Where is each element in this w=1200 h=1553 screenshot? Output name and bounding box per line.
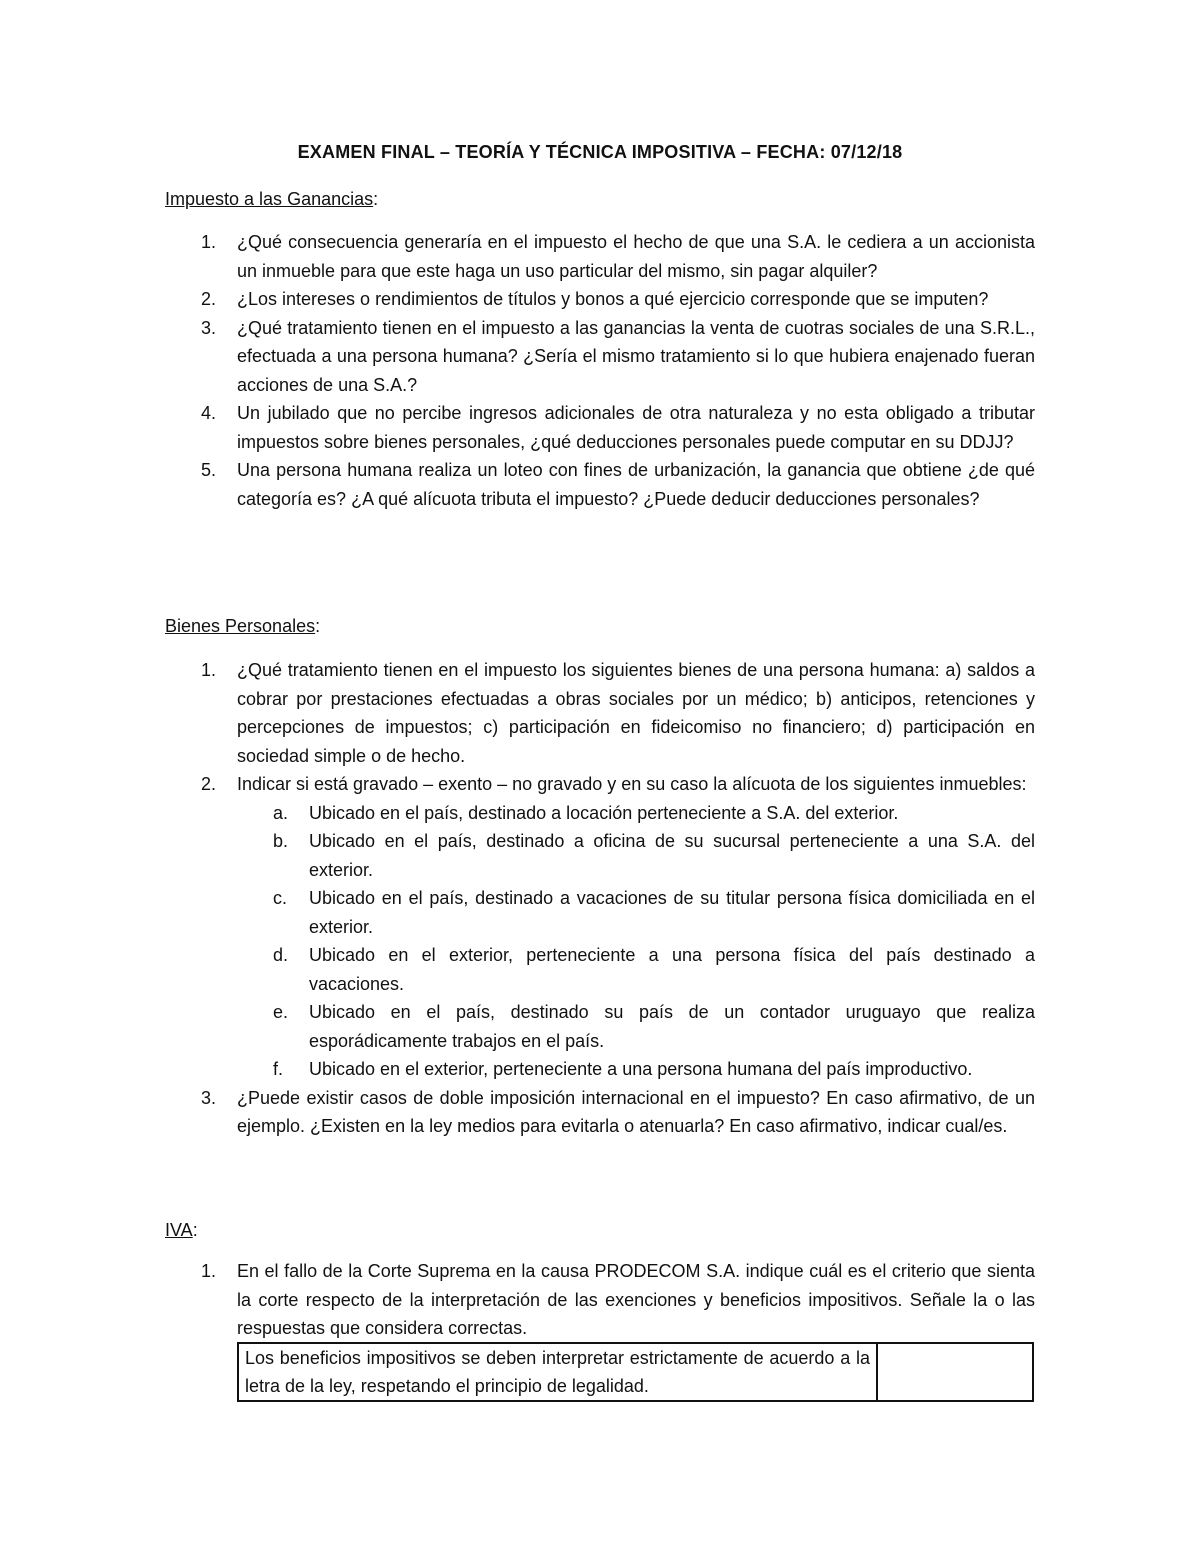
- question-text: Una persona humana realiza un loteo con fines de urbanización, la ganancia que obtiene ¿de qué categoría es? ¿A qué alícuota tributa el impuesto? ¿Puede deducir deducciones personales?: [237, 460, 1035, 509]
- sub-question-letter: d.: [273, 945, 289, 965]
- question-number: 5.: [201, 460, 217, 480]
- question-item: [165, 1084, 1035, 1141]
- section-heading-iva: IVA:: [165, 1220, 198, 1240]
- question-text: ¿Qué consecuencia generaría en el impuesto el hecho de que una S.A. le cediera a un accionista un inmueble para que este haga un uso particular del mismo, sin pagar alquiler?: [237, 232, 1035, 281]
- question-number: 3.: [201, 317, 217, 338]
- sub-question-text: Ubicado en el país, destinado a locación perteneciente a S.A. del exterior.: [309, 802, 899, 823]
- sub-question-text: Ubicado en el país, destinado a vacaciones de su titular persona física domiciliada en el exterior.: [309, 888, 1035, 937]
- sub-question-item: [237, 1055, 1035, 1084]
- answer-row: [238, 1343, 1033, 1401]
- section-heading-ganancias: Impuesto a las Ganancias:: [165, 189, 379, 209]
- question-number: 2.: [201, 774, 217, 794]
- question-item: [165, 456, 1035, 513]
- answer-options-table: [237, 1342, 1034, 1402]
- sub-question-letter: b.: [273, 831, 289, 851]
- sub-question-item: [237, 998, 1035, 1055]
- question-item: [165, 1257, 1035, 1343]
- question-text: Indicar si está gravado – exento – no gravado y en su caso la alícuota de los siguientes inmuebles:: [237, 774, 1027, 794]
- question-text: ¿Puede existir casos de doble imposición internacional en el impuesto? En caso afirmativo, de un ejemplo. ¿Existen en la ley medios para evitarla o atenuarla? En caso afirmativo, indicar cual/es.: [237, 1087, 1035, 1136]
- page-title: EXAMEN FINAL – TEORÍA Y TÉCNICA IMPOSITIVA – FECHA: 07/12/18: [297, 142, 903, 162]
- question-number: 1.: [201, 232, 217, 252]
- question-item: [165, 285, 1035, 314]
- question-text: En el fallo de la Corte Suprema en la causa PRODECOM S.A. indique cuál es el criterio que sienta la corte respecto de la interpretación de las exenciones y beneficios impositivos. Señale la o las respuestas que considera correctas.: [237, 1261, 1035, 1338]
- sub-question-letter: c.: [273, 888, 288, 908]
- question-list-ganancias: [165, 228, 1035, 513]
- answer-option-text: Los beneficios impositivos se deben interpretar estrictamente de acuerdo a la letra de la ley, respetando el principio de legalidad.: [238, 1343, 877, 1401]
- question-number: 1.: [201, 660, 217, 680]
- question-item: [165, 314, 1035, 400]
- question-text: Un jubilado que no percibe ingresos adicionales de otra naturaleza y no esta obligado a tributar impuestos sobre bienes personales, ¿qué deducciones personales puede computar en su DDJJ?: [237, 403, 1035, 452]
- sub-question-item: [237, 799, 1035, 828]
- sub-question-text: Ubicado en el exterior, perteneciente a una persona física del país destinado a vacaciones.: [309, 945, 1035, 994]
- question-number: 3.: [201, 1087, 217, 1108]
- sub-question-text: Ubicado en el país, destinado a oficina de su sucursal perteneciente a una S.A. del exterior.: [309, 831, 1035, 880]
- question-number: 1.: [201, 1261, 217, 1281]
- question-number: 2.: [201, 289, 217, 309]
- question-text: ¿Los intereses o rendimientos de títulos y bonos a qué ejercicio corresponde que se imputen?: [237, 289, 989, 309]
- question-number: 4.: [201, 403, 217, 423]
- question-item: [165, 399, 1035, 456]
- sub-question-item: [237, 884, 1035, 941]
- section-heading-bienes-personales: Bienes Personales:: [165, 616, 321, 636]
- question-item: [165, 656, 1035, 770]
- sub-question-list: [237, 799, 1035, 1084]
- sub-question-letter: e.: [273, 1002, 289, 1022]
- question-item: [165, 228, 1035, 285]
- question-list-bienes-personales: [165, 656, 1035, 1141]
- answer-mark-cell[interactable]: [877, 1343, 1033, 1401]
- sub-question-text: Ubicado en el país, destinado su país de un contador uruguayo que realiza esporádicamente trabajos en el país.: [309, 1002, 1035, 1051]
- question-text: ¿Qué tratamiento tienen en el impuesto a las ganancias la venta de cuotras sociales de una S.R.L., efectuada a una persona humana? ¿Sería el mismo tratamiento si lo que hubiera enajenado fueran acciones de una S.A.?: [237, 317, 1035, 395]
- sub-question-letter: f.: [273, 1059, 284, 1079]
- question-item: [165, 770, 1035, 1084]
- question-text: ¿Qué tratamiento tienen en el impuesto los siguientes bienes de una persona humana: a) saldos a cobrar por prestaciones efectuadas a obras sociales por un médico; b) anticipos, retenciones y percepciones de impuestos; c) participación en fideicomiso no financiero; d) participación en sociedad simple o de hecho.: [237, 660, 1035, 766]
- sub-question-letter: a.: [273, 802, 289, 823]
- question-list-iva: [165, 1257, 1035, 1343]
- sub-question-text: Ubicado en el exterior, perteneciente a una persona humana del país improductivo.: [309, 1059, 973, 1079]
- sub-question-item: [237, 827, 1035, 884]
- sub-question-item: [237, 941, 1035, 998]
